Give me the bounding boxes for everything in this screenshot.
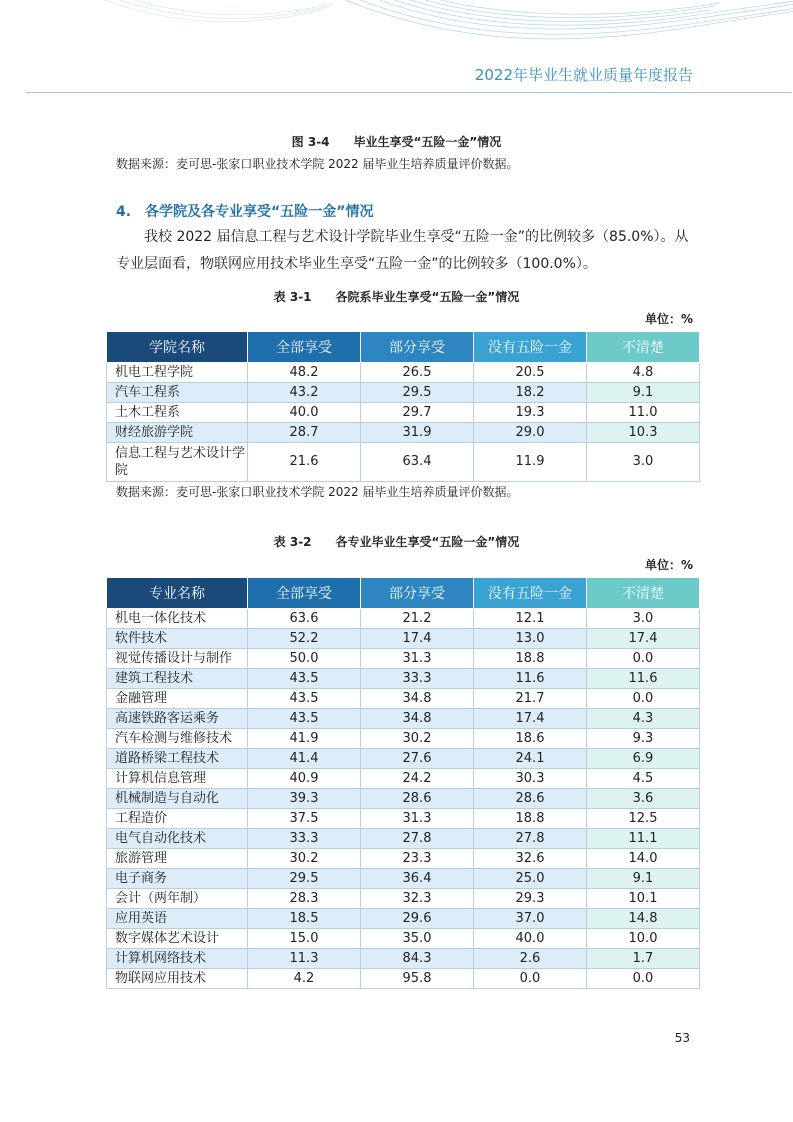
report-title: 2022年毕业生就业质量年度报告	[474, 66, 693, 84]
value-cell: 41.9	[248, 729, 361, 749]
value-cell: 29.5	[361, 383, 474, 403]
value-cell: 10.1	[587, 889, 700, 909]
value-cell: 21.6	[248, 443, 361, 482]
value-cell: 0.0	[587, 969, 700, 989]
row-label-cell: 视觉传播设计与制作	[107, 649, 248, 669]
value-cell: 9.1	[587, 383, 700, 403]
row-label-cell: 建筑工程技术	[107, 669, 248, 689]
value-cell: 0.0	[587, 649, 700, 669]
value-cell: 28.6	[474, 789, 587, 809]
value-cell: 33.3	[248, 829, 361, 849]
table-row	[107, 629, 700, 649]
value-cell: 25.0	[474, 869, 587, 889]
value-cell: 52.2	[248, 629, 361, 649]
column-header: 不清楚	[587, 578, 700, 609]
value-cell: 13.0	[474, 629, 587, 649]
value-cell: 32.3	[361, 889, 474, 909]
table-row	[107, 669, 700, 689]
value-cell: 33.3	[361, 669, 474, 689]
column-header: 不清楚	[587, 332, 700, 363]
value-cell: 28.6	[361, 789, 474, 809]
value-cell: 48.2	[248, 363, 361, 383]
paragraph-line-2: 专业层面看，物联网应用技术毕业生享受“五险一金”的比例较多（100.0%）。	[116, 256, 597, 272]
value-cell: 84.3	[361, 949, 474, 969]
value-cell: 14.0	[587, 849, 700, 869]
value-cell: 3.0	[587, 609, 700, 629]
value-cell: 4.3	[587, 709, 700, 729]
value-cell: 20.5	[474, 363, 587, 383]
value-cell: 43.5	[248, 689, 361, 709]
value-cell: 19.3	[474, 403, 587, 423]
table-row	[107, 929, 700, 949]
major-benefits-table	[106, 577, 700, 989]
table-row	[107, 729, 700, 749]
value-cell: 26.5	[361, 363, 474, 383]
value-cell: 43.5	[248, 709, 361, 729]
table1-unit: 单位：%	[644, 312, 693, 326]
value-cell: 2.6	[474, 949, 587, 969]
table-row	[107, 889, 700, 909]
table-row	[107, 689, 700, 709]
value-cell: 28.7	[248, 423, 361, 443]
value-cell: 0.0	[474, 969, 587, 989]
value-cell: 15.0	[248, 929, 361, 949]
row-label-cell: 机电一体化技术	[107, 609, 248, 629]
table-row	[107, 789, 700, 809]
table-row	[107, 363, 700, 383]
value-cell: 11.9	[474, 443, 587, 482]
table-row	[107, 849, 700, 869]
table-row	[107, 809, 700, 829]
value-cell: 30.2	[248, 849, 361, 869]
row-label-cell: 汽车检测与维修技术	[107, 729, 248, 749]
table-row	[107, 649, 700, 669]
value-cell: 12.1	[474, 609, 587, 629]
value-cell: 36.4	[361, 869, 474, 889]
value-cell: 18.6	[474, 729, 587, 749]
value-cell: 4.5	[587, 769, 700, 789]
column-header: 全部享受	[248, 332, 361, 363]
row-label-cell: 应用英语	[107, 909, 248, 929]
value-cell: 40.9	[248, 769, 361, 789]
table-header-row	[107, 578, 700, 609]
table-row	[107, 609, 700, 629]
row-label-cell: 电子商务	[107, 869, 248, 889]
value-cell: 3.0	[587, 443, 700, 482]
value-cell: 30.3	[474, 769, 587, 789]
header-wave-decoration	[0, 0, 793, 60]
row-label-cell: 物联网应用技术	[107, 969, 248, 989]
value-cell: 43.2	[248, 383, 361, 403]
value-cell: 11.0	[587, 403, 700, 423]
value-cell: 21.2	[361, 609, 474, 629]
row-label-cell: 计算机信息管理	[107, 769, 248, 789]
value-cell: 50.0	[248, 649, 361, 669]
figure-source-note: 数据来源：麦可思-张家口职业技术学院 2022 届毕业生培养质量评价数据。	[116, 157, 519, 171]
section-heading: 4. 各学院及各专业享受“五险一金”情况	[116, 204, 374, 220]
value-cell: 0.0	[587, 689, 700, 709]
page-number: 53	[674, 1031, 690, 1045]
table-header-row	[107, 332, 700, 363]
value-cell: 37.5	[248, 809, 361, 829]
column-header: 没有五险一金	[474, 332, 587, 363]
column-header: 专业名称	[107, 578, 248, 609]
value-cell: 39.3	[248, 789, 361, 809]
row-label-cell: 金融管理	[107, 689, 248, 709]
table-row	[107, 869, 700, 889]
value-cell: 95.8	[361, 969, 474, 989]
row-label-cell: 财经旅游学院	[107, 423, 248, 443]
table-row	[107, 709, 700, 729]
row-label-cell: 高速铁路客运乘务	[107, 709, 248, 729]
value-cell: 3.6	[587, 789, 700, 809]
row-label-cell: 机电工程学院	[107, 363, 248, 383]
value-cell: 18.8	[474, 649, 587, 669]
value-cell: 30.2	[361, 729, 474, 749]
header-divider	[26, 92, 792, 93]
value-cell: 10.3	[587, 423, 700, 443]
value-cell: 40.0	[248, 403, 361, 423]
value-cell: 27.6	[361, 749, 474, 769]
table-row	[107, 909, 700, 929]
value-cell: 34.8	[361, 689, 474, 709]
paragraph-line-1: 我校 2022 届信息工程与艺术设计学院毕业生享受“五险一金”的比例较多（85.0%）。从	[144, 229, 689, 245]
row-label-cell: 软件技术	[107, 629, 248, 649]
value-cell: 11.1	[587, 829, 700, 849]
value-cell: 29.6	[361, 909, 474, 929]
row-label-cell: 计算机网络技术	[107, 949, 248, 969]
value-cell: 29.5	[248, 869, 361, 889]
value-cell: 17.4	[587, 629, 700, 649]
column-header: 部分享受	[361, 332, 474, 363]
value-cell: 18.5	[248, 909, 361, 929]
value-cell: 37.0	[474, 909, 587, 929]
value-cell: 17.4	[474, 709, 587, 729]
value-cell: 34.8	[361, 709, 474, 729]
value-cell: 6.9	[587, 749, 700, 769]
value-cell: 1.7	[587, 949, 700, 969]
value-cell: 12.5	[587, 809, 700, 829]
row-label-cell: 机械制造与自动化	[107, 789, 248, 809]
value-cell: 31.3	[361, 809, 474, 829]
value-cell: 31.3	[361, 649, 474, 669]
value-cell: 27.8	[361, 829, 474, 849]
value-cell: 29.7	[361, 403, 474, 423]
table-row	[107, 403, 700, 423]
value-cell: 27.8	[474, 829, 587, 849]
college-benefits-table	[106, 331, 700, 482]
value-cell: 11.3	[248, 949, 361, 969]
row-label-cell: 电气自动化技术	[107, 829, 248, 849]
column-header: 没有五险一金	[474, 578, 587, 609]
row-label-cell: 土木工程系	[107, 403, 248, 423]
table1-caption: 表 3-1 各院系毕业生享受“五险一金”情况	[273, 290, 520, 304]
value-cell: 35.0	[361, 929, 474, 949]
value-cell: 21.7	[474, 689, 587, 709]
table2-unit: 单位：%	[644, 558, 693, 572]
table-row	[107, 769, 700, 789]
table-row	[107, 969, 700, 989]
column-header: 部分享受	[361, 578, 474, 609]
value-cell: 11.6	[474, 669, 587, 689]
row-label-cell: 旅游管理	[107, 849, 248, 869]
table2-caption: 表 3-2 各专业毕业生享受“五险一金”情况	[273, 535, 520, 549]
table-row	[107, 423, 700, 443]
value-cell: 29.0	[474, 423, 587, 443]
row-label-cell: 数字媒体艺术设计	[107, 929, 248, 949]
value-cell: 4.8	[587, 363, 700, 383]
value-cell: 28.3	[248, 889, 361, 909]
row-label-cell: 工程造价	[107, 809, 248, 829]
value-cell: 40.0	[474, 929, 587, 949]
value-cell: 43.5	[248, 669, 361, 689]
column-header: 全部享受	[248, 578, 361, 609]
value-cell: 24.2	[361, 769, 474, 789]
table-row	[107, 443, 700, 482]
value-cell: 31.9	[361, 423, 474, 443]
value-cell: 32.6	[474, 849, 587, 869]
value-cell: 63.4	[361, 443, 474, 482]
value-cell: 4.2	[248, 969, 361, 989]
value-cell: 18.2	[474, 383, 587, 403]
table1-source-note: 数据来源：麦可思-张家口职业技术学院 2022 届毕业生培养质量评价数据。	[116, 485, 519, 499]
table-row	[107, 749, 700, 769]
table-row	[107, 829, 700, 849]
figure-caption: 图 3-4 毕业生享受“五险一金”情况	[291, 135, 502, 149]
value-cell: 23.3	[361, 849, 474, 869]
value-cell: 9.3	[587, 729, 700, 749]
table-row	[107, 949, 700, 969]
value-cell: 9.1	[587, 869, 700, 889]
value-cell: 29.3	[474, 889, 587, 909]
row-label-cell: 汽车工程系	[107, 383, 248, 403]
value-cell: 11.6	[587, 669, 700, 689]
value-cell: 17.4	[361, 629, 474, 649]
table-row	[107, 383, 700, 403]
row-label-cell: 会计（两年制）	[107, 889, 248, 909]
value-cell: 14.8	[587, 909, 700, 929]
column-header: 学院名称	[107, 332, 248, 363]
value-cell: 63.6	[248, 609, 361, 629]
value-cell: 41.4	[248, 749, 361, 769]
value-cell: 10.0	[587, 929, 700, 949]
row-label-cell: 信息工程与艺术设计学院	[107, 443, 248, 482]
row-label-cell: 道路桥梁工程技术	[107, 749, 248, 769]
value-cell: 18.8	[474, 809, 587, 829]
value-cell: 24.1	[474, 749, 587, 769]
